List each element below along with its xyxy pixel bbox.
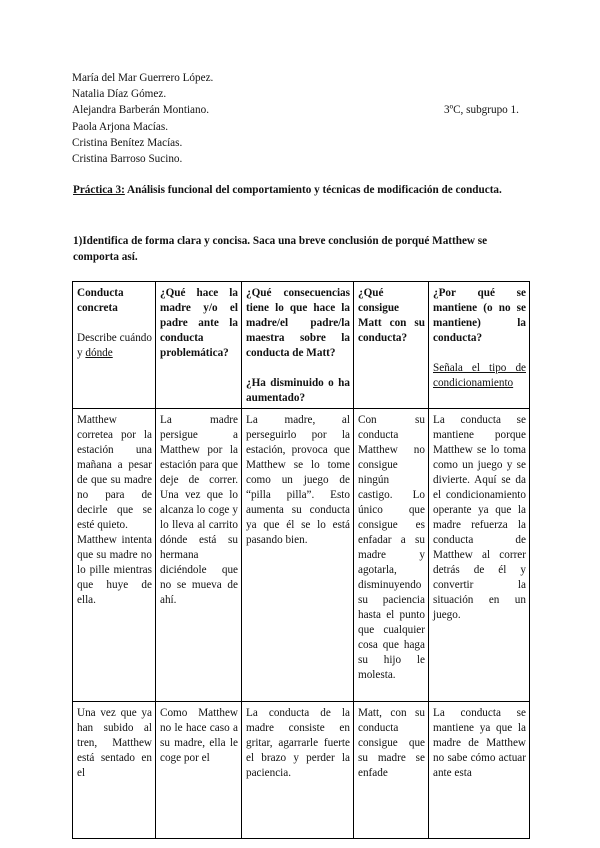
table-cell: Como Matthew no le hace caso a su madre, ella le coge por el xyxy=(156,702,242,839)
functional-analysis-table xyxy=(72,281,530,839)
table-cell xyxy=(73,409,156,702)
author-name: Cristina Benítez Macías. xyxy=(72,136,183,149)
table-row xyxy=(73,409,530,702)
header-cell xyxy=(156,282,242,409)
header-cell xyxy=(429,282,530,409)
table-row xyxy=(73,702,530,839)
header-cell xyxy=(73,282,156,409)
header-title: ¿Qué consigue Matt con su conducta? xyxy=(358,287,425,344)
header-subtitle: Describe cuándo y dónde xyxy=(77,332,152,359)
header-title: ¿Por qué se mantiene (o no se mantiene) la conducta? xyxy=(433,287,526,344)
table-cell: La madre persigue a Matthew por la estación para que deje de correr. Una vez que lo alcanza lo coge y lo lleva al carrito dónde está su hermana diciéndole que no se mueva de ahí. xyxy=(156,409,242,702)
author-name: Paola Arjona Macías. xyxy=(72,120,168,133)
table-cell: Con su conducta Matthew no consigue ningún castigo. Lo único que consigue es enfadar a su madre y agotarla, disminuyendo su paciencia hasta el punto que cualquier cosa que haga su hijo le molesta. xyxy=(354,409,429,702)
table-cell: La madre, al perseguirlo por la estación, provoca que Matthew se lo tome como un juego de “pilla pilla”. Esto aumenta su conducta ya que él se lo está pasando bien. xyxy=(242,409,354,702)
table-header-row xyxy=(73,282,530,409)
cell-paragraph: Matthew intenta que su madre no lo pille mientras que huye de ella. xyxy=(77,534,152,606)
cell-paragraph: Matthew corretea por la estación una mañana a pesar de que su madre no para de decirle que se esté quieto. xyxy=(77,414,152,531)
header-title-secondary: ¿Ha disminuido o ha aumentado? xyxy=(246,377,350,404)
header-title: Conducta concreta xyxy=(77,287,124,314)
table-cell: La conducta se mantiene porque Matthew se lo toma como un juego y se divierte. Aquí se da el condicionamiento operante ya que la madre refuerza la conducta de Matthew al correr detrás de él y convertir la situación en un juego. xyxy=(429,409,530,702)
header-cell xyxy=(242,282,354,409)
table-cell: Una vez que ya han subido al tren, Matthew está sentado en el xyxy=(73,702,156,839)
header-title: ¿Qué consecuencias tiene lo que hace la madre/el padre/la maestra sobre la conducta de Matt? xyxy=(246,287,350,359)
header-cell xyxy=(354,282,429,409)
table-cell: La conducta se mantiene ya que la madre de Matthew no sabe cómo actuar ante esta xyxy=(429,702,530,839)
subgroup-label: 3ºC, subgrupo 1. xyxy=(444,104,519,116)
header-subtitle: Señala el tipo de condicionamiento xyxy=(433,362,526,389)
document-title xyxy=(73,182,528,198)
author-name: Alejandra Barberán Montiano. xyxy=(72,104,209,117)
author-list xyxy=(72,70,213,167)
author-name: Cristina Barroso Sucino. xyxy=(72,153,183,166)
title-prefix: Práctica 3: xyxy=(73,184,125,196)
task-statement: 1)Identifica de forma clara y concisa. Saca una breve conclusión de porqué Matthew se comporta así. xyxy=(73,235,488,263)
author-name: María del Mar Guerrero López. xyxy=(72,72,214,84)
header-title: ¿Qué hace la madre y/o el padre ante la conducta problemática? xyxy=(160,287,238,359)
table-cell: Matt, con su conducta consigue que su madre se enfade xyxy=(354,702,429,839)
title-text: Análisis funcional del comportamiento y técnicas de modificación de conducta. xyxy=(124,184,502,196)
author-name: Natalia Díaz Gómez. xyxy=(72,88,167,101)
table-cell: La conducta de la madre consiste en gritar, agarrarle fuerte el brazo y perder la paciencia. xyxy=(242,702,354,839)
